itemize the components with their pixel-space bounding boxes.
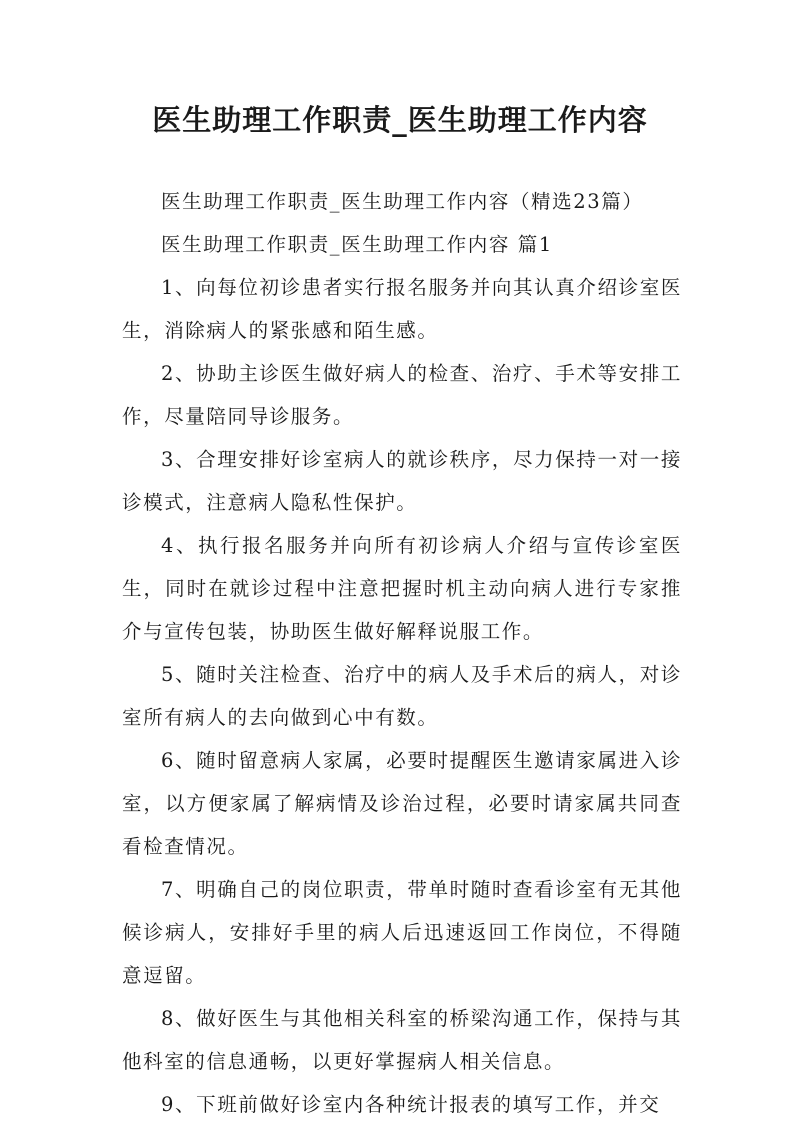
document-subtitle: 医生助理工作职责_医生助理工作内容（精选23篇） [161,190,644,213]
paragraph-6: 6、随时留意病人家属，必要时提醒医生邀请家属进入诊室，以方便家属了解病情及诊治过程，必要时请家属共同查看检查情况。 [122,749,682,858]
paragraph-4: 4、执行报名服务并向所有初诊病人介绍与宣传诊室医生，同时在就诊过程中注意把握时机主动向病人进行专家推介与宣传包装，协助医生做好解释说服工作。 [122,534,682,643]
paragraph-3: 3、合理安排好诊室病人的就诊秩序，尽力保持一对一接诊模式，注意病人隐私性保护。 [122,448,682,514]
paragraph-7: 7、明确自己的岗位职责，带单时随时查看诊室有无其他候诊病人，安排好手里的病人后迅速返回工作岗位，不得随意逗留。 [122,878,682,987]
paragraph-5: 5、随时关注检查、治疗中的病人及手术后的病人，对诊室所有病人的去向做到心中有数。 [122,663,682,729]
document-title: 医生助理工作职责_医生助理工作内容 [152,103,648,137]
paragraph-2: 2、协助主诊医生做好病人的检查、治疗、手术等安排工作，尽量陪同导诊服务。 [122,362,682,428]
paragraph-9: 9、下班前做好诊室内各种统计报表的填写工作，并交 [161,1093,661,1116]
paragraph-1: 1、向每位初诊患者实行报名服务并向其认真介绍诊室医生，消除病人的紧张感和陌生感。 [122,276,682,342]
paragraph-8: 8、做好医生与其他相关科室的桥梁沟通工作，保持与其他科室的信息通畅，以更好掌握病人相关信息。 [122,1007,682,1073]
document-body [122,180,682,1126]
section-heading: 医生助理工作职责_医生助理工作内容 篇1 [161,233,553,256]
